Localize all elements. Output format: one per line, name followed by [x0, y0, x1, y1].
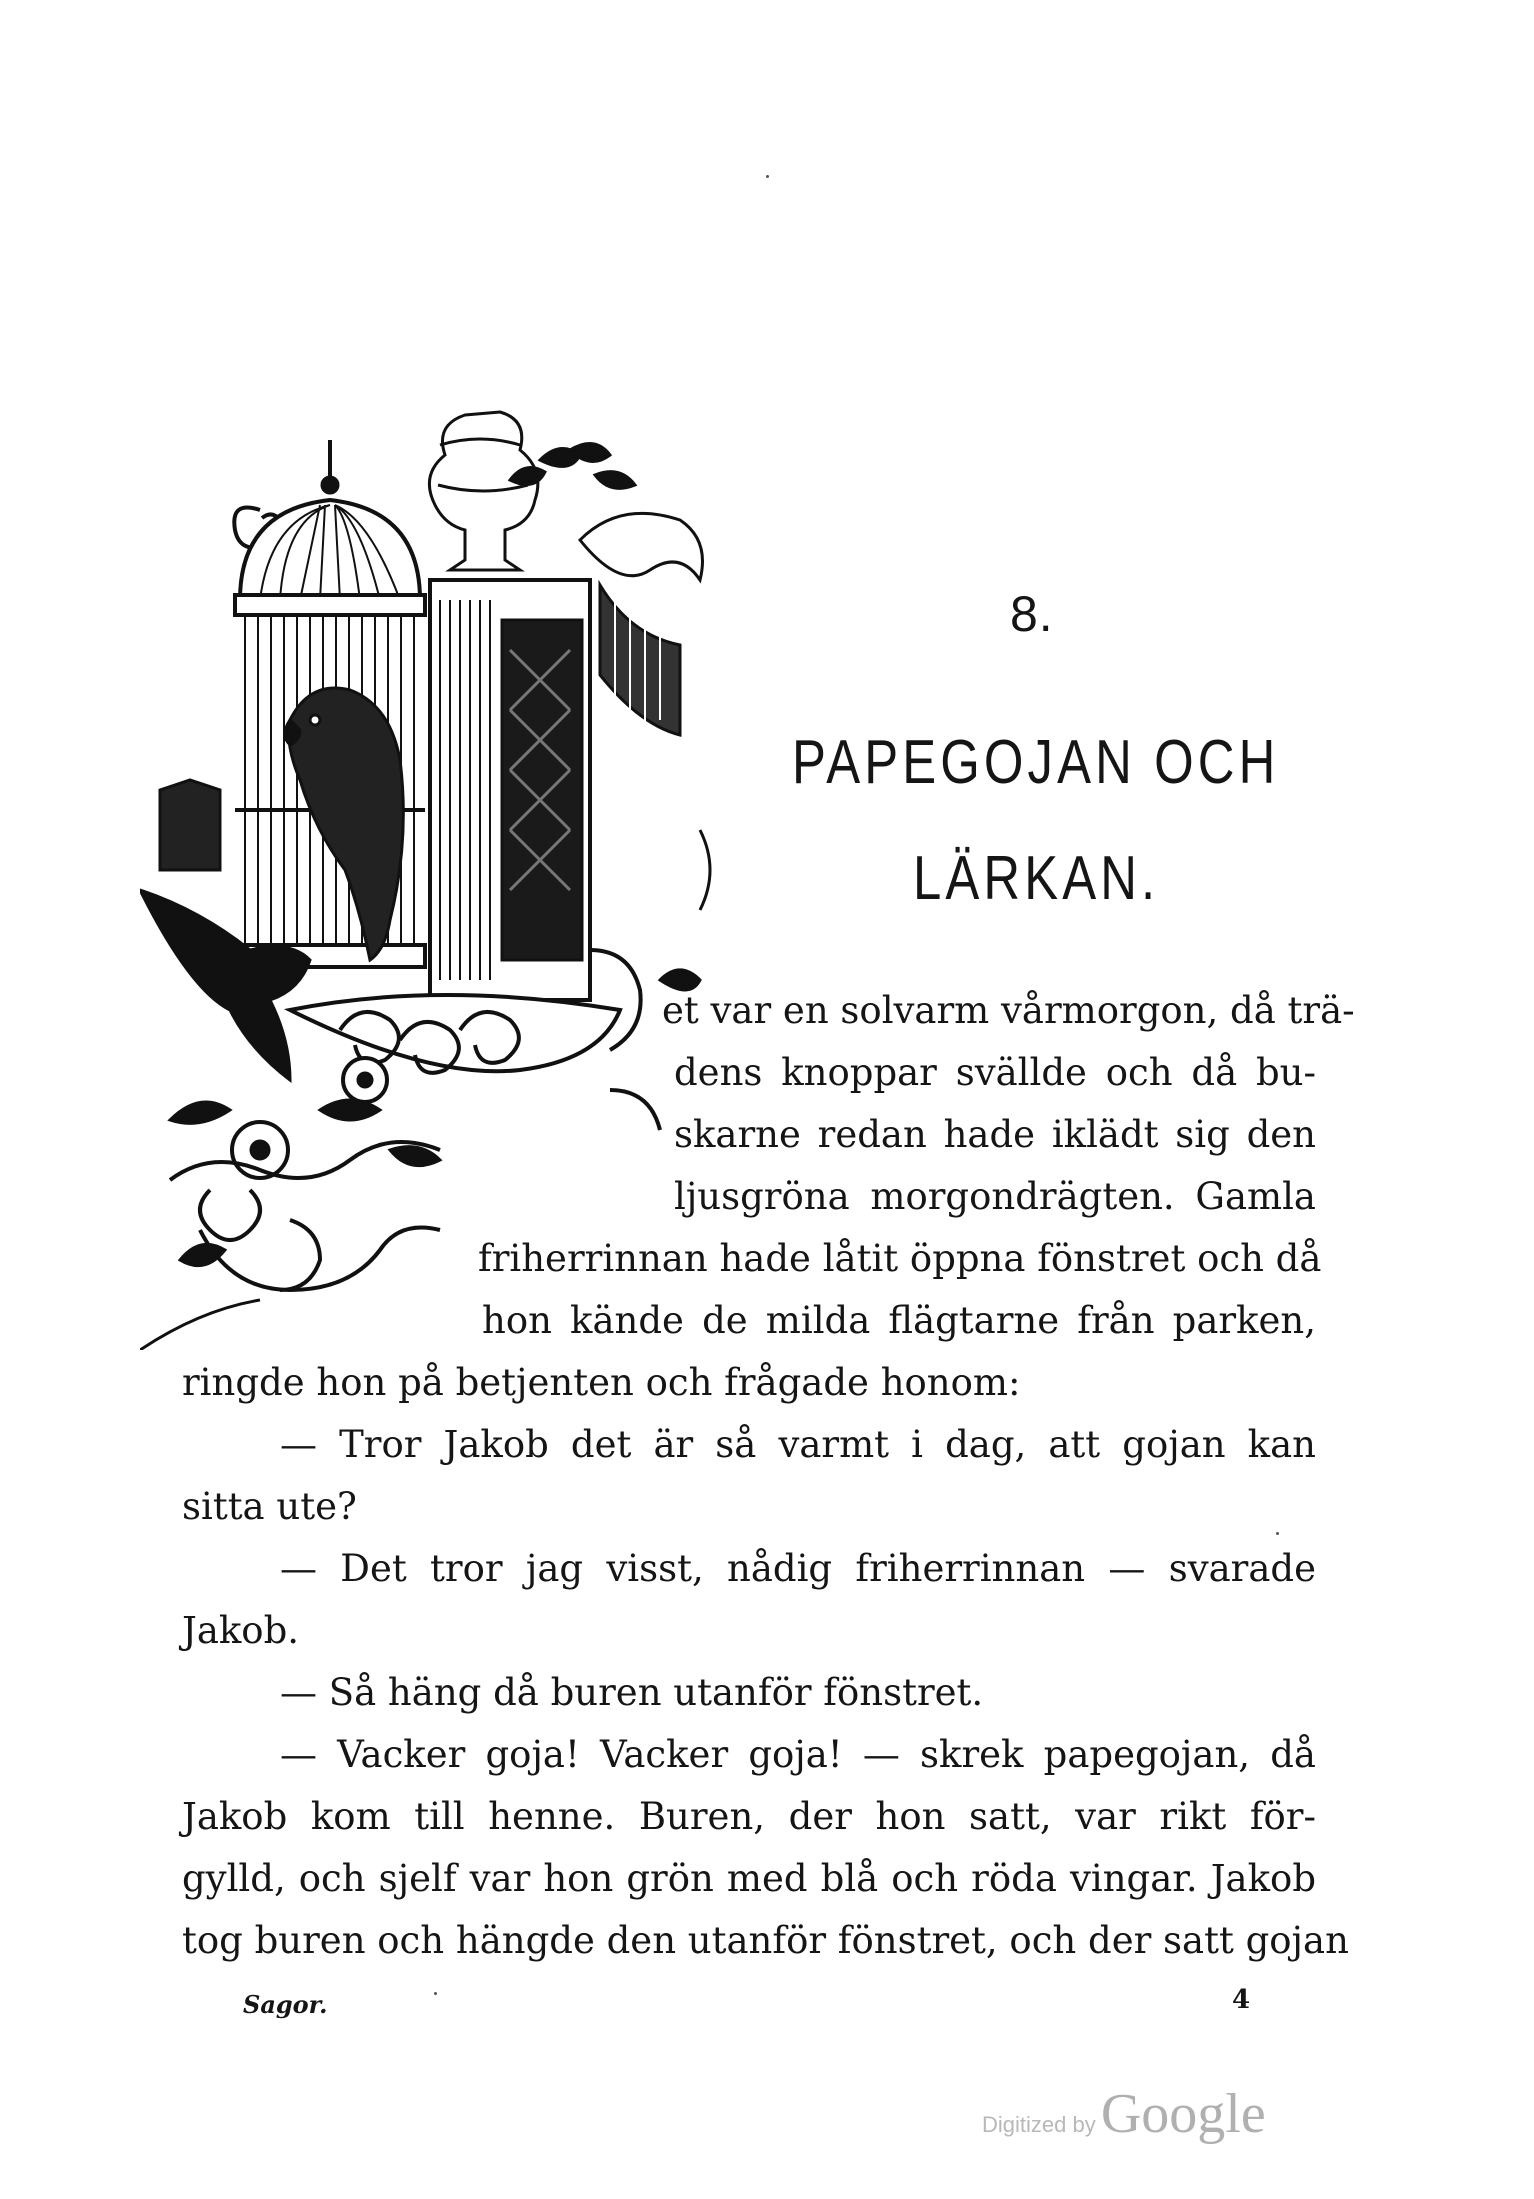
text-line: ringde hon på betjenten och frågade honom:: [182, 1361, 1021, 1404]
text-line: — Tror Jakob det är så varmt i dag, att gojan kan: [280, 1423, 1316, 1466]
text-line: — Så häng då buren utanför fönstret.: [280, 1671, 984, 1714]
digitized-watermark: [982, 2082, 1266, 2146]
text-line: hon kände de milda flägtarne från parken,: [482, 1299, 1316, 1342]
text-line: — Vacker goja! Vacker goja! — skrek papegojan, då: [280, 1733, 1316, 1776]
speck: [1276, 1532, 1279, 1535]
text-line: sitta ute?: [182, 1485, 357, 1528]
text-line: gylld, och sjelf var hon grön med blå och röda vingar. Jakob: [182, 1857, 1316, 1900]
text-line: skarne redan hade iklädt sig den: [674, 1113, 1316, 1156]
text-line: dens knoppar svällde och då bu-: [674, 1051, 1316, 1094]
signature-mark: Sagor.: [243, 1990, 328, 2019]
text-line: et var en solvarm vårmorgon, då trä-: [662, 989, 1355, 1032]
speck: [434, 1992, 437, 1995]
text-line: ljusgröna morgondrägten. Gamla: [674, 1175, 1316, 1218]
speck: [766, 175, 769, 178]
chapter-title-line-2: LÄRKAN.: [913, 844, 1160, 913]
text-line: Jakob kom till henne. Buren, der hon satt, var rikt för-: [182, 1795, 1316, 1838]
page-number: 4: [1232, 1985, 1251, 2015]
chapter-number: 8.: [1010, 586, 1054, 642]
digitized-prefix: Digitized by: [982, 2112, 1096, 2137]
text-line: friherrinnan hade låtit öppna fönstret och då: [478, 1237, 1322, 1280]
text-line: — Det tror jag visst, nådig friherrinnan — svarade: [280, 1547, 1316, 1590]
text-line: Jakob.: [182, 1609, 300, 1652]
chapter-title-line-1: PAPEGOJAN OCH: [792, 728, 1280, 797]
digitized-brand: Google: [1100, 2083, 1266, 2145]
text-line: tog buren och hängde den utanför fönstret, och der satt gojan: [182, 1919, 1349, 1962]
